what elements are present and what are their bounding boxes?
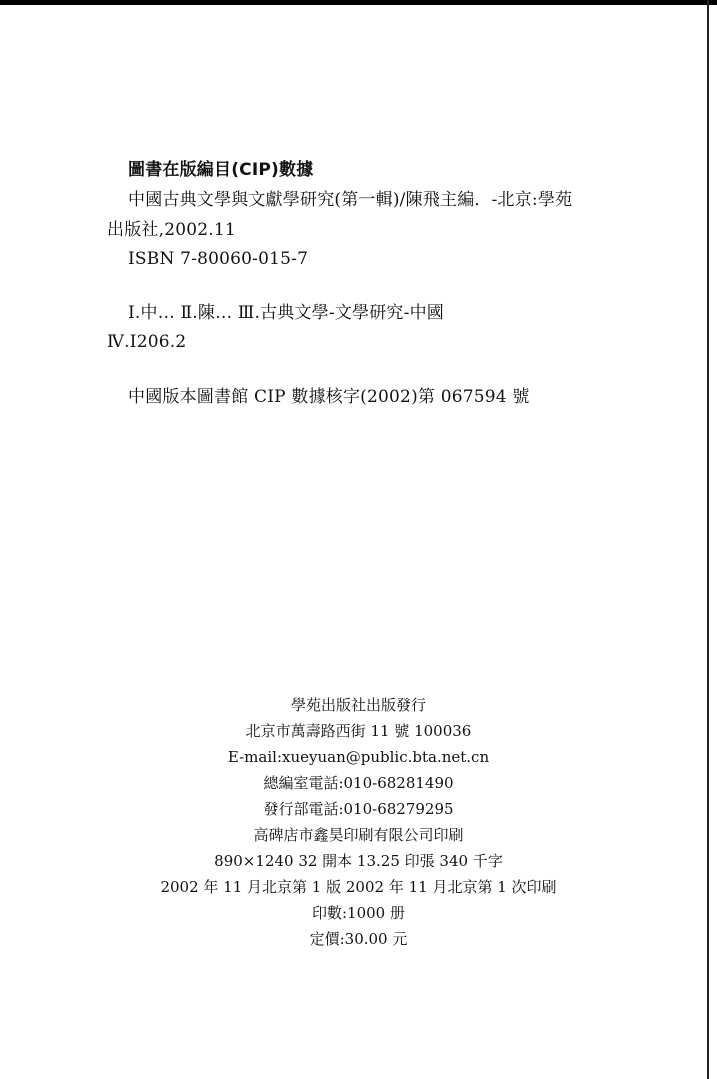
edition-line: 2002 年 11 月北京第 1 版 2002 年 11 月北京第 1 次印刷 (160, 878, 557, 896)
cip-line-record-number: 中國版本圖書館 CIP 數據核字(2002)第 067594 號 (128, 387, 530, 407)
email-line: E-mail:xueyuan@public.bta.net.cn (227, 748, 490, 766)
price-line: 定價:30.00 元 (309, 930, 408, 948)
distribution-phone-line: 發行部電話:010-68279295 (263, 800, 454, 818)
cip-line-isbn: ISBN 7-80060-015-7 (128, 249, 309, 269)
cip-title: 圖書在版編目(CIP)數據 (128, 160, 314, 180)
format-line: 890×1240 32 開本 13.25 印張 340 千字 (214, 852, 503, 870)
cip-line-title-editor: 中國古典文學與文獻學研究(第一輯)/陳飛主編．-北京:學苑 (128, 190, 573, 210)
cip-line-publisher-date: 出版社,2002.11 (107, 220, 236, 240)
editorial-phone-line: 總編室電話:010-68281490 (263, 774, 454, 792)
address-line: 北京市萬壽路西街 11 號 100036 (245, 722, 472, 740)
cip-line-classification: Ⅳ.I206.2 (107, 332, 187, 352)
publisher-line: 學苑出版社出版發行 (290, 696, 426, 714)
printer-line: 高碑店市鑫昊印刷有限公司印刷 (253, 826, 464, 844)
print-run-line: 印數:1000 册 (312, 904, 405, 922)
publication-info-block (0, 690, 717, 960)
cip-data-block (0, 0, 717, 420)
cip-line-subject-headings: Ⅰ.中… Ⅱ.陳… Ⅲ.古典文學-文學研究-中國 (128, 303, 444, 323)
